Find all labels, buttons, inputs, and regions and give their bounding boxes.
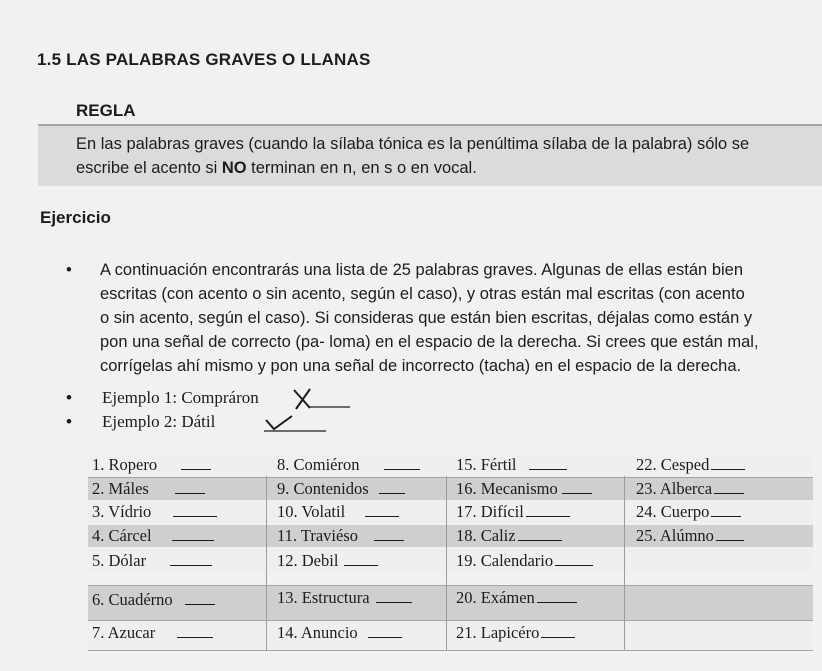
bullet-icon: • [66,412,72,431]
answer-blank[interactable] [384,457,420,470]
answer-blank[interactable] [526,504,570,517]
word-label: 17. Difícil [456,502,524,521]
word-list-table [88,454,813,651]
divider [624,476,625,650]
list-item [456,622,575,644]
instruction-line: escritas (con acento o sin acento, según el caso), y otras están mal escritas (con acento [100,285,745,303]
word-label: 14. Anuncio [277,623,358,642]
word-label: 5. Dólar [92,551,147,570]
word-label: 10. Volatil [277,502,346,521]
exercise-heading: Ejercicio [40,208,111,227]
word-label: 21. Lapicéro [456,623,540,642]
instructions [66,258,822,378]
list-item [92,501,217,523]
rule-line-2-bold: NO [221,159,247,177]
word-label: 9. Contenidos [277,479,369,498]
word-label: 1. Ropero [92,455,158,474]
divider [88,650,813,651]
answer-blank[interactable] [537,590,577,603]
example-2-label: Ejemplo 2: Dátil [102,412,216,431]
word-label: 6. Cuadérno [92,590,173,609]
word-label: 20. Exámen [456,588,535,607]
answer-blank[interactable] [562,481,592,494]
answer-blank[interactable] [379,481,405,494]
answer-blank[interactable] [185,592,215,605]
instruction-line: o sin acento, según el caso). Si consideras que están bien escritas, déjalas como están y [100,309,753,327]
word-label: 2. Máles [92,479,149,498]
answer-blank[interactable] [181,457,211,470]
word-label: 23. Alberca [636,479,713,498]
word-label: 18. Caliz [456,526,516,545]
answer-blank[interactable] [555,553,593,566]
list-item [456,587,577,609]
list-item [277,454,420,476]
answer-blank[interactable] [175,481,205,494]
answer-blank[interactable] [365,504,399,517]
rule-line-2-a: escribe el acento si [76,159,222,177]
word-label: 13. Estructura [277,588,370,607]
list-item [277,525,404,547]
rule-heading: REGLA [76,101,136,120]
answer-blank[interactable] [374,528,404,541]
answer-blank[interactable] [714,481,744,494]
list-item [277,550,378,572]
instruction-line: A continuación encontrarás una lista de 25 palabras graves. Algunas de ellas están bien [100,261,744,279]
rule-line-1: En las palabras graves (cuando la sílaba tónica es la penúltima sílaba de la palabra) sólo se [76,135,750,153]
list-item [456,525,562,547]
word-label: 19. Calendario [456,551,554,570]
word-label: 22. Cesped [636,455,710,474]
rule-text [76,132,816,180]
list-item [636,525,744,547]
word-label: 3. Vídrio [92,502,152,521]
list-item [92,589,215,611]
divider [266,476,267,650]
instruction-line: corrígelas ahí mismo y pon una señal de incorrecto (tacha) en el espacio de la derecha. [100,357,742,375]
rule-box [38,124,822,186]
divider [446,476,447,650]
answer-blank[interactable] [177,625,213,638]
answer-blank[interactable] [529,457,567,470]
word-label: 4. Cárcel [92,526,152,545]
list-item [636,501,741,523]
bullet-icon: • [66,261,72,279]
answer-blank[interactable] [711,457,745,470]
answer-blank[interactable] [170,553,212,566]
word-label: 12. Debil [277,551,339,570]
list-item [456,454,567,476]
word-label: 8. Comiéron [277,455,360,474]
cross-mark-icon [288,386,352,412]
answer-blank[interactable] [518,528,562,541]
list-item [636,478,744,500]
list-item [92,550,212,572]
word-label: 15. Fértil [456,455,517,474]
instruction-line: pon una señal de correcto (pa- loma) en el espacio de la derecha. Si crees que están mal, [100,333,759,351]
instructions-text [100,258,822,378]
word-label: 11. Traviéso [277,526,358,545]
divider [88,585,813,586]
list-item [456,550,593,572]
answer-blank[interactable] [716,528,744,541]
list-item [92,454,211,476]
word-label: 7. Azucar [92,623,156,642]
rule-line-2 [76,156,816,180]
list-item [92,622,213,644]
list-item [636,454,745,476]
answer-blank[interactable] [344,553,378,566]
word-label: 16. Mecanismo [456,479,558,498]
list-item [277,587,412,609]
rule-line-2-b: terminan en n, en s o en vocal. [246,159,477,177]
section-title: 1.5 LAS PALABRAS GRAVES O LLANAS [37,50,371,69]
answer-blank[interactable] [711,504,741,517]
word-label: 25. Alúmno [636,526,714,545]
list-item [456,501,570,523]
example-1-label: Ejemplo 1: Compráron [102,388,259,407]
list-item [277,622,402,644]
answer-blank[interactable] [172,528,214,541]
check-mark-icon [262,412,328,436]
list-item [277,501,399,523]
answer-blank[interactable] [376,590,412,603]
bullet-icon: • [66,388,72,407]
list-item [456,478,592,500]
answer-blank[interactable] [368,625,402,638]
divider [88,620,813,621]
list-item [92,478,205,500]
answer-blank[interactable] [173,504,217,517]
list-item [277,478,405,500]
answer-blank[interactable] [541,625,575,638]
word-label: 24. Cuerpo [636,502,710,521]
list-item [92,525,214,547]
